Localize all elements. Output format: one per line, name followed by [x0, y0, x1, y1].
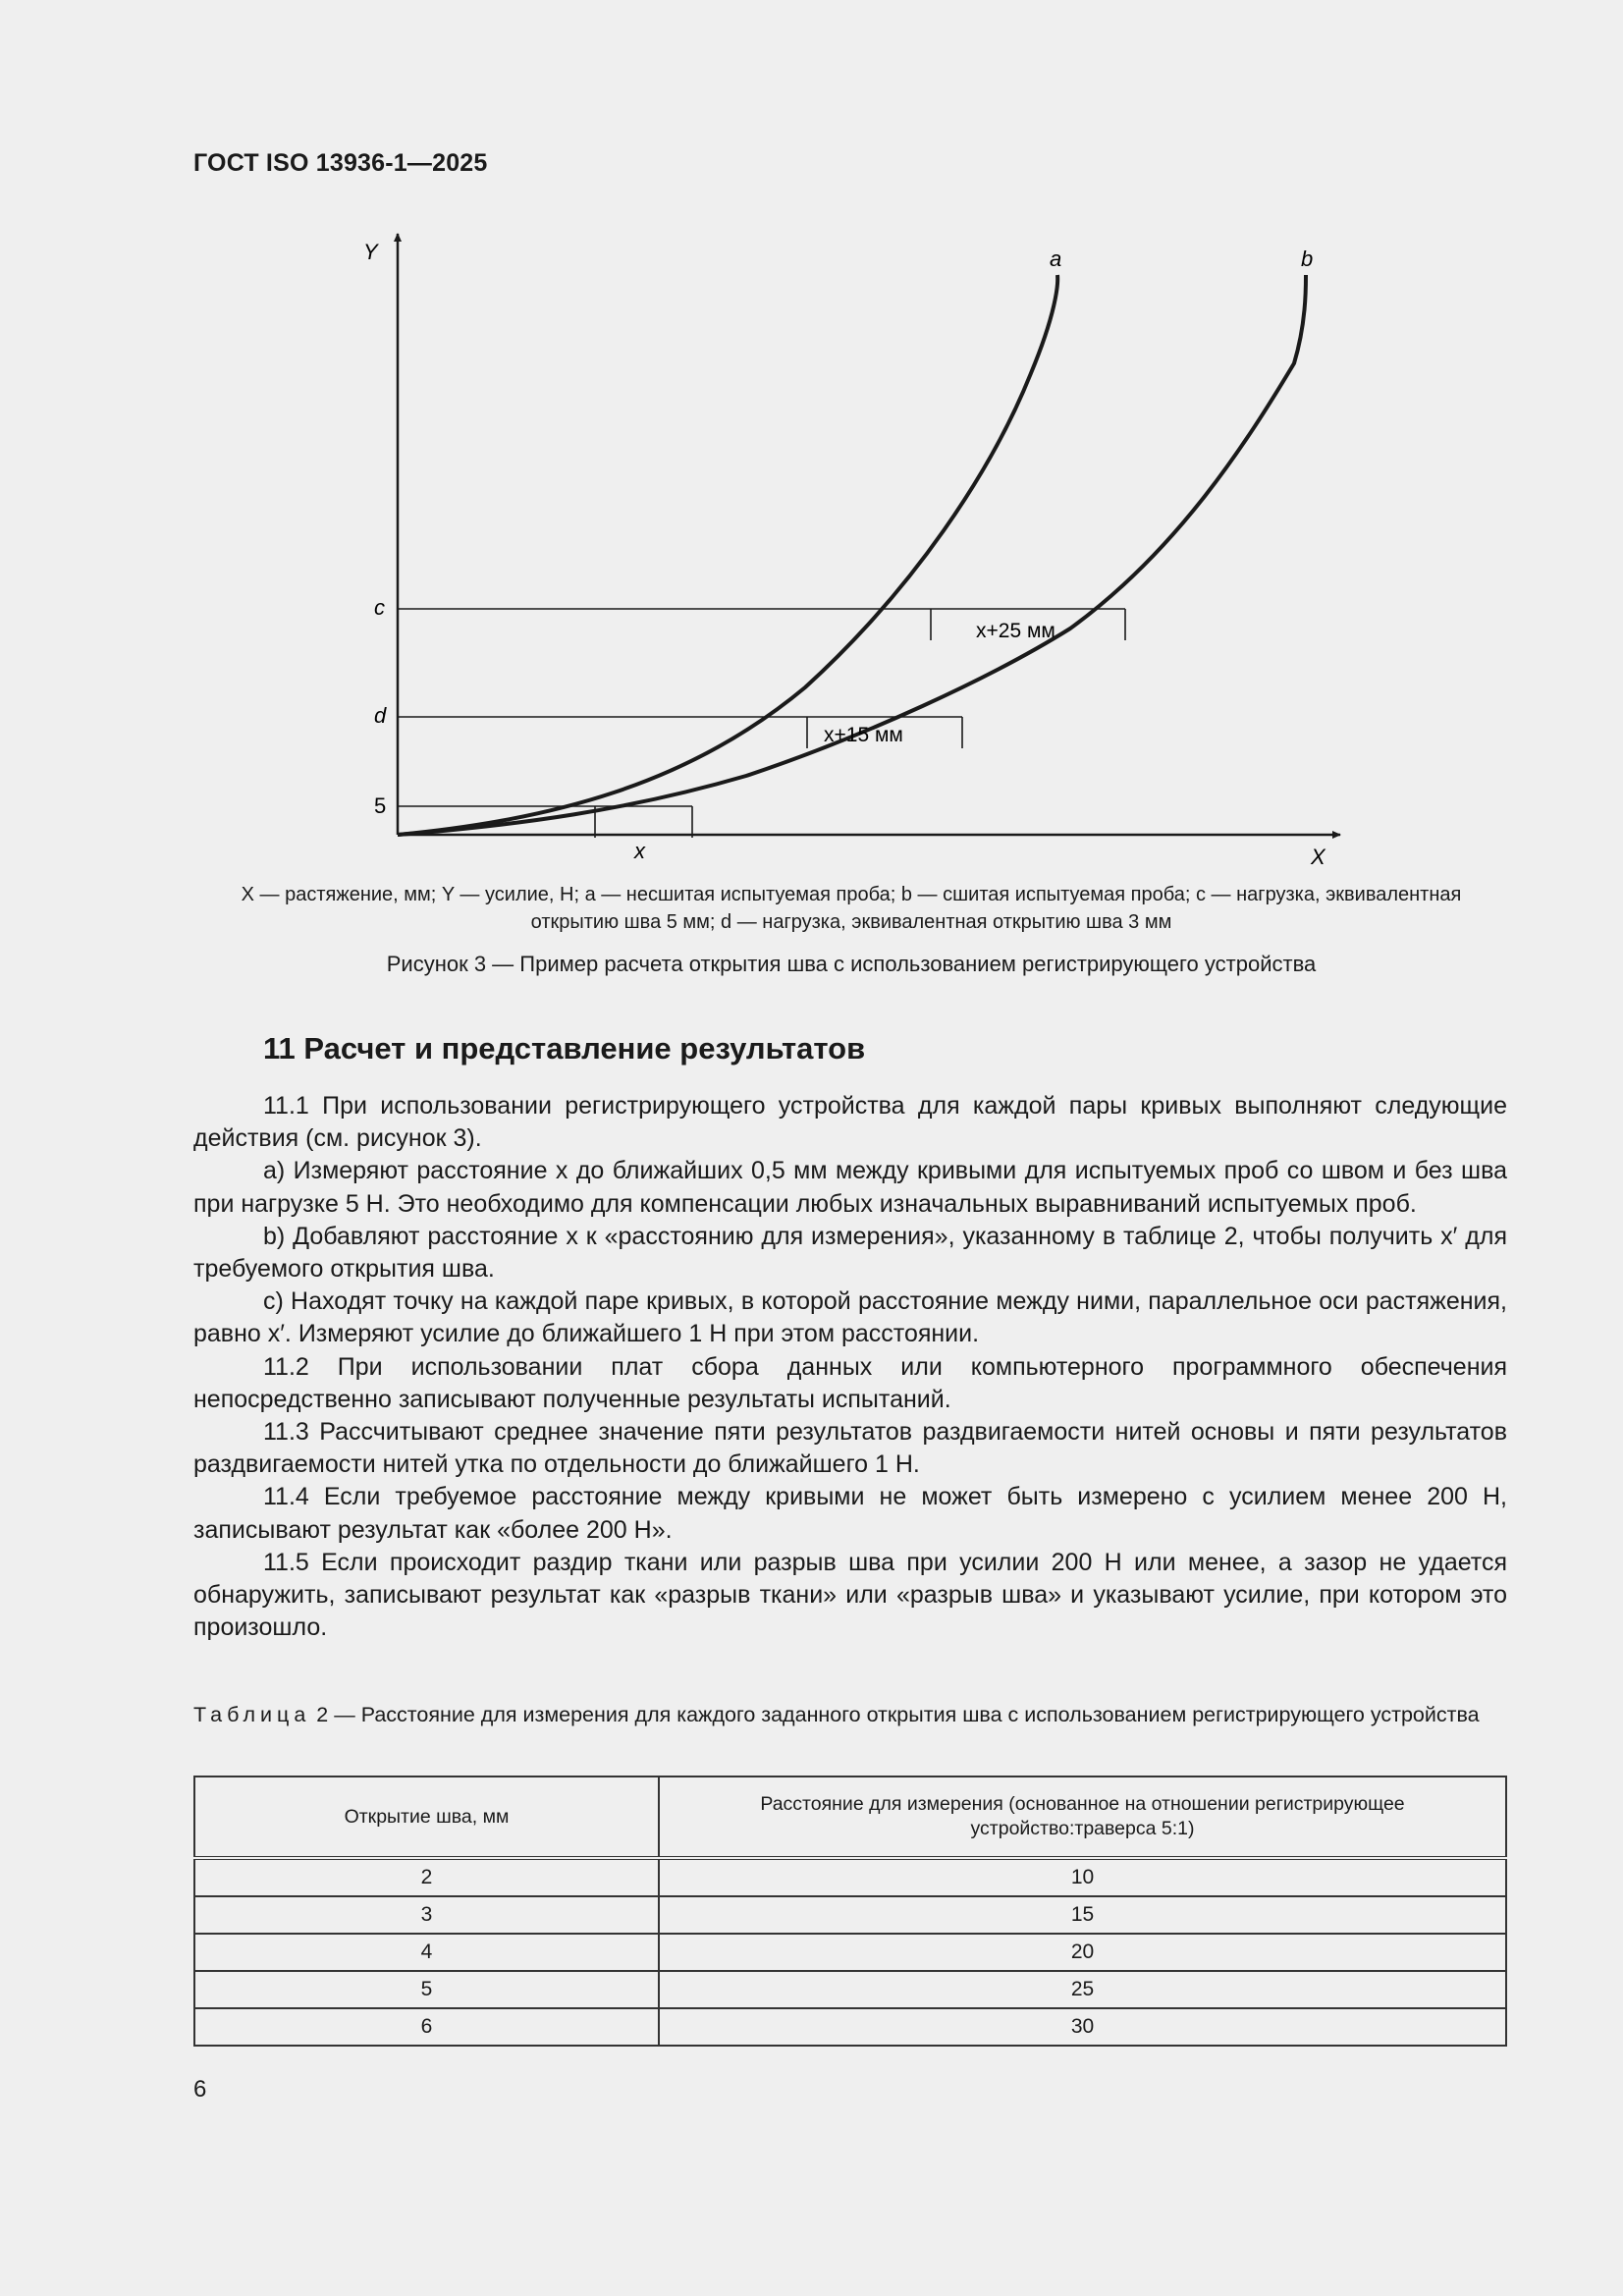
curve-b-label: b	[1301, 246, 1314, 271]
measurement-distance-table	[193, 1776, 1507, 2047]
x-axis-label: X	[1311, 845, 1325, 869]
table-cell: 5	[194, 1971, 659, 2008]
table-cell: 6	[194, 2008, 659, 2046]
table-row	[194, 1858, 1506, 1896]
paragraph-11-4: 11.4 Если требуемое расстояние между кривыми не может быть измерено с усилием менее 200 Н, записывают результат как «более 200 Н».	[193, 1483, 1507, 1544]
table-cell: 30	[659, 2008, 1506, 2046]
document-header: ГОСТ ISO 13936-1—2025	[193, 149, 488, 177]
paragraph-11-1-a: a) Измеряют расстояние x до ближайших 0,5 мм между кривыми для испытуемых проб со швом и без шва при нагрузке 5 Н. Это необходимо для компенсации любых изначальных выравниваний испытуемых проб.	[193, 1157, 1507, 1218]
level-5-label: 5	[374, 793, 387, 818]
paragraph-11-1: 11.1 При использовании регистрирующего устройства для каждой пары кривых выполняют следующие действия (см. рисунок 3).	[193, 1092, 1507, 1153]
level-c-label: c	[374, 595, 385, 620]
table-row	[194, 1896, 1506, 1934]
section-body	[193, 1090, 1507, 1644]
table-cell: 3	[194, 1896, 659, 1934]
paragraph-11-3: 11.3 Рассчитывают среднее значение пяти результатов раздвигаемости нитей основы и пяти результатов раздвигаемости нитей утка по отдельности до ближайшего 1 Н.	[193, 1418, 1507, 1479]
y-axis-label: Y	[363, 240, 378, 264]
figure-legend-line-1: X — растяжение, мм; Y — усилие, Н; a — несшитая испытуемая проба; b — сшитая испытуемая проба; c — нагрузка, эквивалентная	[241, 884, 1462, 905]
x-offset-label: x	[634, 839, 645, 863]
table-cell: 10	[659, 1858, 1506, 1896]
paragraph-11-1-c: c) Находят точку на каждой паре кривых, в которой расстояние между ними, параллельное оси растяжения, равно x′. Измеряют усилие до ближайшего 1 Н при этом расстоянии.	[193, 1287, 1507, 1348]
table-header-measurement-distance: Расстояние для измерения (основанное на отношении регистрирующее устройство:траверса 5:1)	[659, 1777, 1506, 1858]
table-cell: 2	[194, 1858, 659, 1896]
table-title	[193, 1701, 1507, 1729]
table-header-seam-opening: Открытие шва, мм	[194, 1777, 659, 1858]
table-row	[194, 1971, 1506, 2008]
section-title: 11 Расчет и представление результатов	[263, 1031, 866, 1066]
paragraph-11-1-b: b) Добавляют расстояние x к «расстоянию для измерения», указанному в таблице 2, чтобы получить x′ для требуемого открытия шва.	[193, 1222, 1507, 1284]
table-title-text: 2 — Расстояние для измерения для каждого заданного открытия шва с использованием регистрирующего устройства	[310, 1703, 1480, 1726]
figure-legend	[193, 881, 1509, 936]
table-row	[194, 1934, 1506, 1971]
table-cell: 20	[659, 1934, 1506, 1971]
curve-b	[398, 275, 1306, 835]
table-cell: 15	[659, 1896, 1506, 1934]
figure-3	[0, 0, 1623, 884]
paragraph-11-2: 11.2 При использовании плат сбора данных или компьютерного программного обеспечения непосредственно записывают полученные результаты испытаний.	[193, 1352, 1507, 1413]
figure-caption: Рисунок 3 — Пример расчета открытия шва с использованием регистрирующего устройства	[386, 952, 1317, 976]
dimension-15-label: x+15 мм	[824, 724, 903, 746]
table-cell: 25	[659, 1971, 1506, 2008]
paragraph-11-5: 11.5 Если происходит раздир ткани или разрыв шва при усилии 200 Н или менее, а зазор не удается обнаружить, записывают результат как «разрыв ткани» или «разрыв шва» и указывают усилие, при котором это произошло.	[193, 1548, 1507, 1642]
table-cell: 4	[194, 1934, 659, 1971]
table-header-row	[194, 1777, 1506, 1858]
curve-a	[398, 275, 1057, 835]
level-d-label: d	[374, 703, 387, 728]
dimension-25-label: x+25 мм	[976, 620, 1055, 642]
figure-legend-line-2: открытию шва 5 мм; d — нагрузка, эквивалентная открытию шва 3 мм	[530, 911, 1172, 933]
table-row	[194, 2008, 1506, 2046]
curve-a-label: a	[1050, 246, 1062, 271]
table-title-prefix: Таблица	[193, 1703, 311, 1726]
page-number: 6	[193, 2076, 207, 2103]
